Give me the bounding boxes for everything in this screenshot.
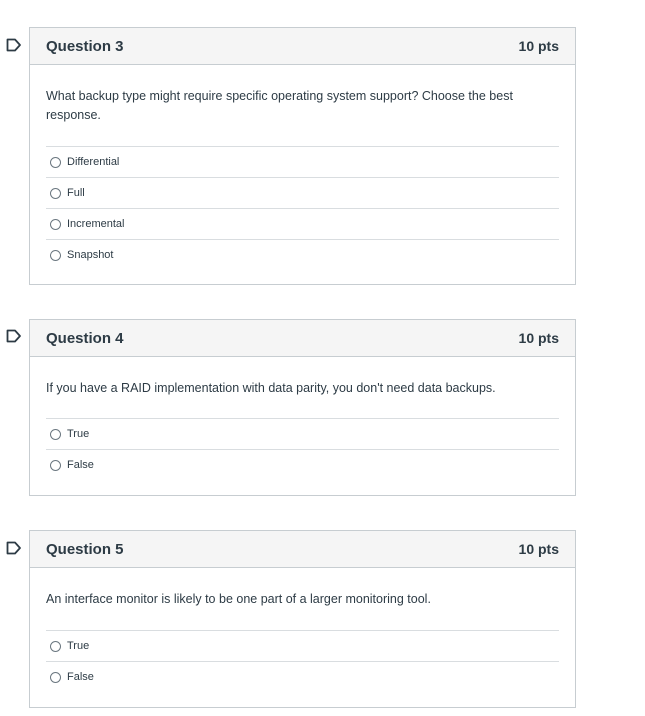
question-card-4 [29, 319, 576, 496]
answer-label: Incremental [67, 218, 125, 230]
flag-question-icon[interactable] [6, 541, 22, 555]
answer-list [46, 630, 559, 692]
question-text: If you have a RAID implementation with data parity, you don't need data backups. [46, 381, 496, 395]
answer-list [46, 146, 559, 270]
radio-button-icon[interactable] [50, 219, 61, 230]
answer-label: Differential [67, 156, 120, 168]
answer-label: True [67, 428, 90, 440]
radio-button-icon[interactable] [50, 250, 61, 261]
radio-button-icon[interactable] [50, 460, 61, 471]
radio-button-icon[interactable] [50, 188, 61, 199]
question-text: An interface monitor is likely to be one part of a larger monitoring tool. [46, 592, 431, 606]
question-header [30, 28, 575, 65]
answer-option[interactable] [46, 630, 559, 661]
answer-label: True [67, 640, 90, 652]
question-title: Question 5 [46, 540, 124, 558]
question-card-5 [29, 530, 576, 708]
question-points: 10 pts [518, 38, 559, 54]
radio-button-icon[interactable] [50, 157, 61, 168]
flag-question-icon[interactable] [6, 38, 22, 52]
radio-button-icon[interactable] [50, 429, 61, 440]
answer-option[interactable] [46, 239, 559, 270]
answer-label: Full [67, 187, 85, 199]
answer-list [46, 418, 559, 480]
answer-option[interactable] [46, 418, 559, 449]
question-header [30, 320, 575, 357]
answer-label: Snapshot [67, 249, 114, 261]
question-points: 10 pts [518, 330, 559, 346]
radio-button-icon[interactable] [50, 641, 61, 652]
answer-option[interactable] [46, 146, 559, 177]
answer-option[interactable] [46, 661, 559, 692]
question-header [30, 531, 575, 568]
question-card-3 [29, 27, 576, 285]
answer-option[interactable] [46, 177, 559, 208]
question-title: Question 4 [46, 329, 124, 347]
answer-option[interactable] [46, 449, 559, 480]
flag-question-icon[interactable] [6, 329, 22, 343]
question-points: 10 pts [518, 541, 559, 557]
question-text: What backup type might require specific operating system support? Choose the best response. [46, 89, 513, 122]
answer-option[interactable] [46, 208, 559, 239]
answer-label: False [67, 459, 94, 471]
question-title: Question 3 [46, 37, 124, 55]
answer-label: False [67, 671, 94, 683]
radio-button-icon[interactable] [50, 672, 61, 683]
